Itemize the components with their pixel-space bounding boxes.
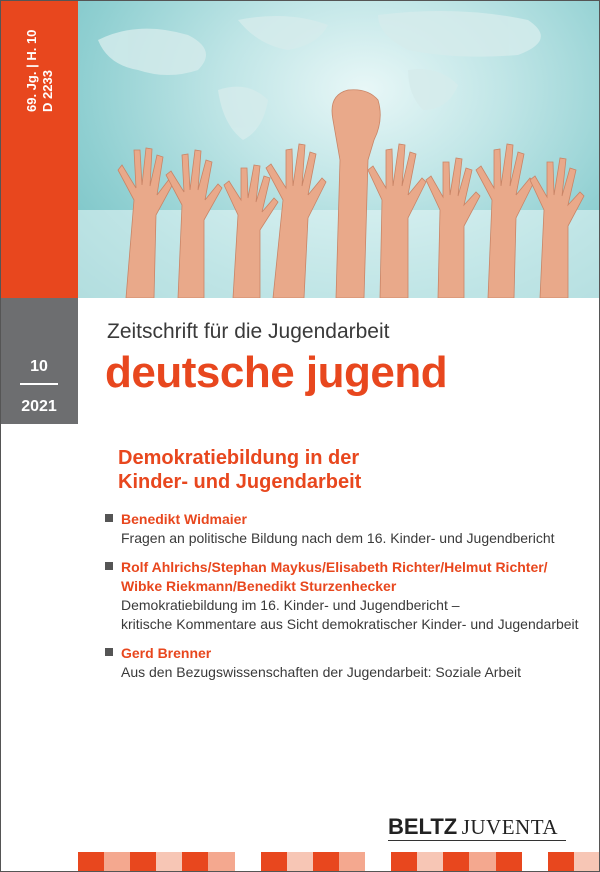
issue-number: 10 — [30, 358, 48, 375]
magazine-subtitle: Zeitschrift für die Jugendarbeit — [107, 320, 390, 343]
article-author: Gerd Brenner — [121, 645, 212, 661]
article-author: Rolf Ahlrichs/Stephan Maykus/Elisabeth Richter/Helmut Richter/ Wibke Riekmann/Benedikt Sturzenhecker — [121, 559, 548, 594]
article-description: Fragen an politische Bildung nach dem 16. Kinder- und Jugendbericht — [121, 530, 555, 546]
volume-issue-text: 69. Jg. | H. 10 — [24, 29, 39, 112]
issn-text: D 2233 — [40, 70, 55, 112]
theme-line-2: Kinder- und Jugendarbeit — [118, 471, 362, 493]
article-author: Benedikt Widmaier — [121, 511, 247, 527]
issue-year: 2021 — [21, 398, 57, 415]
magazine-title: deutsche jugend — [105, 348, 448, 397]
article-description: Aus den Bezugswissenschaften der Jugendarbeit: Soziale Arbeit — [121, 664, 522, 680]
publisher-name-1: BELTZ — [388, 814, 458, 839]
theme-line-1: Demokratiebildung in der — [118, 447, 360, 469]
article-description: Demokratiebildung im 16. Kinder- und Jugendbericht – — [121, 597, 460, 613]
publisher-name-2: JUVENTA — [461, 815, 559, 839]
article-description: kritische Kommentare aus Sicht demokratischer Kinder- und Jugendarbeit — [121, 616, 579, 632]
